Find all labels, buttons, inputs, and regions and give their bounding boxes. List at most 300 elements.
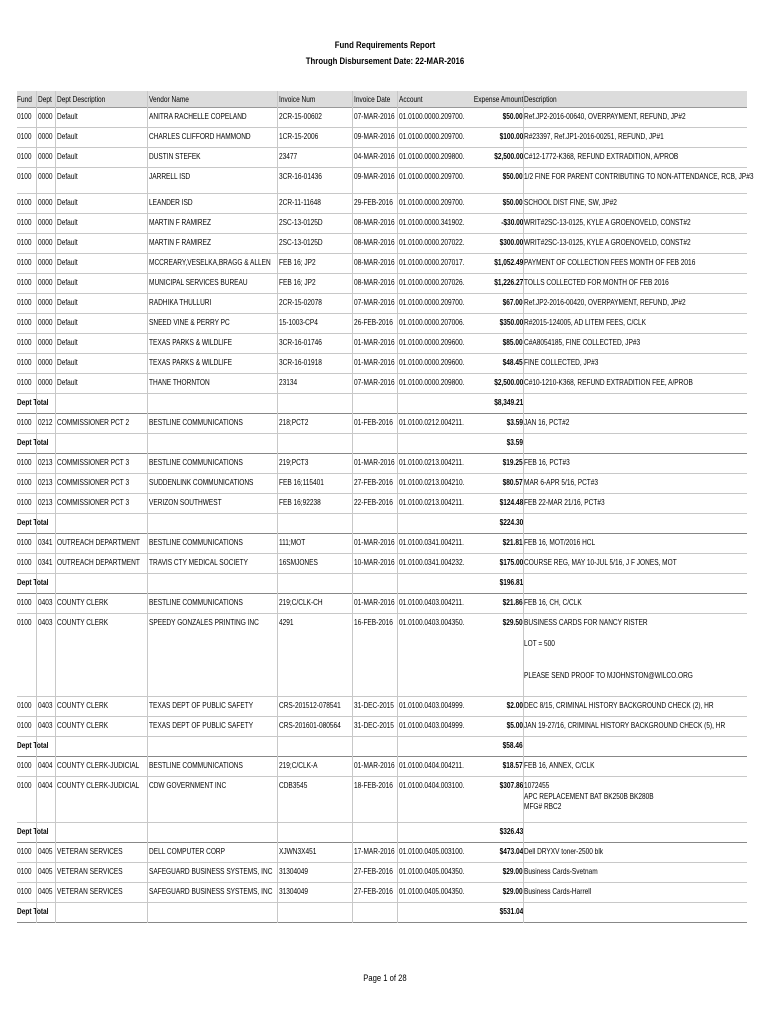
cell-invoice-num: 219;C/CLK-CH [279,597,323,607]
description-line: Dell DRYXV toner-2500 blk [524,846,604,856]
cell-dept-description: COUNTY CLERK [57,597,109,607]
cell-expense-amount: $307.86 [499,780,523,790]
cell-account: 01.0100.0000.209800. [399,377,465,387]
cell-invoice-date: 09-MAR-2016 [354,131,395,141]
cell-invoice-num: 2CR-11-11648 [279,197,321,207]
cell-account: 01.0100.0000.209700. [399,297,465,307]
cell-invoice-num: 4291 [279,617,294,627]
description-line: 1072455 [524,780,550,790]
cell-account: 01.0100.0000.209600. [399,337,465,347]
cell-description [524,377,693,388]
cell-invoice-date: 27-FEB-2016 [354,886,393,896]
column-divider [277,91,278,923]
cell-dept: 0403 [38,617,53,627]
table-row [17,554,747,574]
cell-expense-amount: $350.00 [499,317,523,327]
table-row [17,194,747,214]
cell-vendor-name: TEXAS PARKS & WILDLIFE [149,337,233,347]
column-divider [55,91,56,923]
cell-vendor-name: SAFEGUARD BUSINESS SYSTEMS, INC [149,866,273,876]
table-row [17,717,747,737]
dept-total-row [17,823,747,843]
table-body [17,108,754,923]
cell-invoice-num: 2CR-15-00602 [279,111,322,121]
cell-fund: 0100 [17,597,32,607]
cell-invoice-date: 07-MAR-2016 [354,377,395,387]
cell-description [524,457,570,468]
cell-dept-description: Default [57,111,78,121]
table-row [17,697,747,717]
cell-fund: 0100 [17,846,32,856]
column-divider [352,91,353,923]
cell-expense-amount: $19.25 [503,457,523,467]
cell-vendor-name: SUDDENLINK COMMUNICATIONS [149,477,254,487]
cell-fund: 0100 [17,780,32,790]
cell-description [524,131,664,142]
table-row [17,614,747,697]
cell-dept-description: Default [57,317,78,327]
description-extra-line: MFG# RBC2 [524,801,562,811]
cell-expense-amount: $80.57 [503,477,523,487]
cell-dept: 0341 [38,557,53,567]
cell-vendor-name: TEXAS DEPT OF PUBLIC SAFETY [149,700,254,710]
description-line: 1/2 FINE FOR PARENT CONTRIBUTING TO NON-ATTENDANCE, RCB, JP#3 [524,171,754,181]
description-line: C#12-1772-K368, REFUND EXTRADITION, A/PROB [524,151,679,161]
cell-vendor-name: RADHIKA THULLURI [149,297,212,307]
cell-description [524,597,582,608]
cell-fund: 0100 [17,111,32,121]
cell-expense-amount: $21.86 [503,597,523,607]
cell-dept: 0000 [38,111,53,121]
cell-invoice-date: 01-FEB-2016 [354,417,393,427]
cell-dept-description: Default [57,337,78,347]
cell-invoice-num: CRS-201512-078541 [279,700,341,710]
cell-description [524,237,691,248]
description-line: C#A8054185, FINE COLLECTED, JP#3 [524,337,641,347]
dept-total-amount: $196.81 [499,577,523,587]
cell-account: 01.0100.0000.207026. [399,277,465,287]
table-row [17,108,747,128]
cell-description [524,477,598,488]
description-line: FEB 16, CH, C/CLK [524,597,582,607]
cell-invoice-num: FEB 16; JP2 [279,257,316,267]
cell-account: 01.0100.0403.004350. [399,617,465,627]
dept-total-label: Dept Total [17,517,49,527]
cell-expense-amount: $2,500.00 [493,151,523,161]
table-row [17,214,747,234]
description-extra-line [524,649,693,660]
cell-expense-amount: $29.50 [503,617,523,627]
cell-invoice-date: 01-MAR-2016 [354,537,395,547]
cell-dept-description: VETERAN SERVICES [57,866,123,876]
cell-expense-amount: $50.00 [503,197,523,207]
description-line: FEB 16, PCT#3 [524,457,570,467]
description-line: PAYMENT OF COLLECTION FEES MONTH OF FEB 2016 [524,257,696,267]
cell-description [524,720,725,731]
cell-fund: 0100 [17,700,32,710]
cell-invoice-num: FEB 16; JP2 [279,277,316,287]
report-table [17,91,754,923]
cell-description [524,197,617,208]
table-row [17,294,747,314]
dept-total-label: Dept Total [17,397,49,407]
cell-invoice-date: 08-MAR-2016 [354,237,395,247]
cell-dept: 0403 [38,720,53,730]
cell-invoice-date: 10-MAR-2016 [354,557,395,567]
cell-invoice-date: 17-MAR-2016 [354,846,395,856]
cell-dept: 0000 [38,277,53,287]
cell-vendor-name: CDW GOVERNMENT INC [149,780,227,790]
description-line: Ref.JP2-2016-00640, OVERPAYMENT, REFUND, JP#2 [524,111,686,121]
cell-invoice-date: 01-MAR-2016 [354,337,395,347]
column-divider [147,91,148,923]
cell-dept: 0405 [38,846,53,856]
cell-invoice-num: 23134 [279,377,298,387]
cell-dept: 0403 [38,700,53,710]
cell-dept-description: OUTREACH DEPARTMENT [57,537,140,547]
dept-total-row [17,514,747,534]
table-row [17,234,747,254]
dept-total-label: Dept Total [17,437,49,447]
cell-dept: 0000 [38,297,53,307]
cell-fund: 0100 [17,557,32,567]
table-row [17,494,747,514]
description-extra-line [524,628,693,639]
table-row [17,168,754,194]
cell-description [524,317,646,328]
cell-invoice-num: 3CR-16-01918 [279,357,322,367]
cell-description [524,537,595,548]
dept-total-amount: $224.30 [499,517,523,527]
cell-dept: 0213 [38,477,53,487]
header-account: Account [399,94,423,104]
cell-invoice-num: 23477 [279,151,298,161]
header-expense-amount: Expense Amount [473,94,523,104]
cell-dept-description: COMMISSIONER PCT 3 [57,497,130,507]
cell-expense-amount: -$30.00 [500,217,523,227]
cell-description [524,151,678,162]
cell-dept: 0000 [38,171,53,181]
cell-vendor-name: MUNICIPAL SERVICES BUREAU [149,277,248,287]
cell-account: 01.0100.0403.004999. [399,700,465,710]
cell-fund: 0100 [17,171,32,181]
description-line: JAN 19-27/16, CRIMINAL HISTORY BACKGROUND CHECK (5), HR [524,720,726,730]
cell-fund: 0100 [17,497,32,507]
description-extra-line: LOT = 500 [524,638,555,648]
cell-expense-amount: $100.00 [499,131,523,141]
cell-expense-amount: $124.48 [499,497,523,507]
cell-dept: 0000 [38,131,53,141]
cell-description [524,337,640,348]
cell-fund: 0100 [17,720,32,730]
cell-dept-description: Default [57,237,78,247]
table-row [17,148,747,168]
table-row [17,374,747,394]
cell-invoice-num: 31304049 [279,886,309,896]
cell-dept: 0000 [38,357,53,367]
cell-invoice-date: 16-FEB-2016 [354,617,393,627]
description-line: FEB 22-MAR 21/16, PCT#3 [524,497,605,507]
cell-description [524,617,693,680]
cell-vendor-name: TRAVIS CTY MEDICAL SOCIETY [149,557,248,567]
cell-fund: 0100 [17,197,32,207]
cell-vendor-name: VERIZON SOUTHWEST [149,497,222,507]
cell-account: 01.0100.0000.341902. [399,217,465,227]
cell-dept-description: Default [57,377,78,387]
cell-dept: 0405 [38,886,53,896]
cell-vendor-name: DUSTIN STEFEK [149,151,201,161]
cell-vendor-name: TEXAS PARKS & WILDLIFE [149,357,233,367]
description-line: Ref.JP2-2016-00420, OVERPAYMENT, REFUND, JP#2 [524,297,686,307]
cell-dept-description: COUNTY CLERK [57,617,109,627]
table-row [17,474,747,494]
cell-dept: 0212 [38,417,53,427]
cell-invoice-date: 01-MAR-2016 [354,457,395,467]
dept-total-label: Dept Total [17,826,49,836]
dept-total-amount: $326.43 [499,826,523,836]
cell-dept-description: Default [57,151,78,161]
cell-dept: 0213 [38,497,53,507]
cell-vendor-name: MCCREARY,VESELKA,BRAGG & ALLEN [149,257,271,267]
cell-description [524,866,598,877]
description-line: WRIT#2SC-13-0125, KYLE A GROENOVELD, CONST#2 [524,237,691,247]
cell-expense-amount: $21.81 [503,537,523,547]
cell-description [524,297,686,308]
cell-invoice-date: 31-DEC-2015 [354,720,394,730]
cell-invoice-num: CDB3545 [279,780,308,790]
description-extra-line [524,659,693,670]
cell-invoice-num: CRS-201601-080564 [279,720,341,730]
cell-dept: 0341 [38,537,53,547]
cell-account: 01.0100.0341.004211. [399,537,464,547]
cell-dept-description: VETERAN SERVICES [57,886,123,896]
table-row [17,757,747,777]
table-row [17,863,747,883]
cell-vendor-name: DELL COMPUTER CORP [149,846,225,856]
description-line: TOLLS COLLECTED FOR MONTH OF FEB 2016 [524,277,669,287]
cell-invoice-num: 2CR-15-02078 [279,297,322,307]
cell-dept-description: Default [57,277,78,287]
cell-dept-description: COUNTY CLERK [57,720,109,730]
cell-invoice-num: 15-1003-CP4 [279,317,318,327]
cell-account: 01.0100.0000.209700. [399,171,465,181]
cell-dept-description: Default [57,131,78,141]
cell-fund: 0100 [17,760,32,770]
cell-vendor-name: TEXAS DEPT OF PUBLIC SAFETY [149,720,254,730]
cell-expense-amount: $50.00 [503,171,523,181]
cell-expense-amount: $2,500.00 [493,377,523,387]
header-description: Description [524,94,557,104]
cell-expense-amount: $5.00 [506,720,523,730]
table-row [17,594,747,614]
cell-description [524,557,677,568]
table-row [17,128,747,148]
cell-fund: 0100 [17,237,32,247]
cell-expense-amount: $1,226.27 [493,277,523,287]
table-row [17,534,747,554]
cell-invoice-date: 27-FEB-2016 [354,866,393,876]
header-fund: Fund [17,94,32,104]
cell-invoice-date: 01-MAR-2016 [354,597,395,607]
cell-vendor-name: JARRELL ISD [149,171,191,181]
description-line: MAR 6-APR 5/16, PCT#3 [524,477,599,487]
table-header [17,91,747,108]
dept-total-row [17,903,747,923]
cell-vendor-name: SPEEDY GONZALES PRINTING INC [149,617,259,627]
table-row [17,274,747,294]
cell-fund: 0100 [17,257,32,267]
header-vendor-name: Vendor Name [149,94,189,104]
cell-fund: 0100 [17,537,32,547]
cell-fund: 0100 [17,337,32,347]
cell-description [524,417,569,428]
cell-expense-amount: $29.00 [503,886,523,896]
dept-total-label: Dept Total [17,740,49,750]
cell-invoice-num: FEB 16;115401 [279,477,324,487]
table-row [17,454,747,474]
dept-total-label: Dept Total [17,577,49,587]
description-line: FINE COLLECTED, JP#3 [524,357,599,367]
cell-vendor-name: SAFEGUARD BUSINESS SYSTEMS, INC [149,886,273,896]
cell-dept-description: Default [57,171,78,181]
cell-expense-amount: $85.00 [503,337,523,347]
cell-expense-amount: $67.00 [503,297,523,307]
dept-total-amount: $3.59 [506,437,523,447]
cell-description [524,171,754,182]
cell-expense-amount: $175.00 [499,557,523,567]
cell-description [524,497,605,508]
cell-fund: 0100 [17,477,32,487]
report-title: Fund Requirements Report [334,40,436,51]
cell-fund: 0100 [17,886,32,896]
cell-invoice-num: 16SMJONES [279,557,318,567]
cell-account: 01.0100.0000.209700. [399,111,465,121]
cell-dept: 0000 [38,217,53,227]
cell-invoice-date: 29-FEB-2016 [354,197,393,207]
cell-invoice-date: 26-FEB-2016 [354,317,393,327]
cell-account: 01.0100.0213.004211. [399,457,464,467]
dept-total-row [17,574,747,594]
description-line: WRIT#2SC-13-0125, KYLE A GROENOVELD, CONST#2 [524,217,691,227]
description-line: SCHOOL DIST FINE, SW, JP#2 [524,197,617,207]
cell-dept-description: COUNTY CLERK-JUDICIAL [57,780,140,790]
cell-invoice-date: 31-DEC-2015 [354,700,394,710]
dept-total-amount: $58.46 [503,740,523,750]
cell-account: 01.0100.0405.004350. [399,886,465,896]
table-row [17,414,747,434]
dept-total-amount: $531.04 [499,906,523,916]
cell-fund: 0100 [17,277,32,287]
cell-fund: 0100 [17,357,32,367]
column-divider [36,91,37,923]
cell-vendor-name: BESTLINE COMMUNICATIONS [149,457,243,467]
cell-fund: 0100 [17,457,32,467]
cell-fund: 0100 [17,151,32,161]
table-row [17,777,747,823]
cell-fund: 0100 [17,377,32,387]
cell-account: 01.0100.0000.207022. [399,237,465,247]
cell-dept: 0000 [38,377,53,387]
cell-fund: 0100 [17,317,32,327]
cell-vendor-name: CHARLES CLIFFORD HAMMOND [149,131,251,141]
cell-invoice-num: 3CR-16-01746 [279,337,322,347]
cell-account: 01.0100.0403.004211. [399,597,464,607]
cell-account: 01.0100.0212.004211. [399,417,464,427]
cell-dept: 0000 [38,337,53,347]
cell-account: 01.0100.0000.209700. [399,131,465,141]
cell-invoice-date: 07-MAR-2016 [354,111,395,121]
cell-description [524,886,591,897]
cell-description [524,780,654,812]
cell-dept-description: Default [57,197,78,207]
cell-vendor-name: MARTIN F RAMIREZ [149,217,211,227]
cell-invoice-num: 3CR-16-01436 [279,171,322,181]
description-line: C#10-1210-K368, REFUND EXTRADITION FEE, A/PROB [524,377,693,387]
page-number: Page 1 of 28 [363,973,407,983]
cell-description [524,760,594,771]
cell-dept: 0404 [38,760,53,770]
cell-vendor-name: THANE THORNTON [149,377,210,387]
cell-expense-amount: $48.45 [503,357,523,367]
cell-dept: 0000 [38,317,53,327]
cell-description [524,277,669,288]
cell-dept-description: OUTREACH DEPARTMENT [57,557,140,567]
cell-invoice-num: 218;PCT2 [279,417,309,427]
header-invoice-date: Invoice Date [354,94,391,104]
cell-dept: 0405 [38,866,53,876]
cell-dept-description: COMMISSIONER PCT 2 [57,417,130,427]
cell-account: 01.0100.0000.207017. [399,257,465,267]
cell-invoice-num: 2SC-13-0125D [279,217,323,227]
cell-vendor-name: LEANDER ISD [149,197,193,207]
cell-fund: 0100 [17,617,32,627]
cell-vendor-name: BESTLINE COMMUNICATIONS [149,597,243,607]
cell-expense-amount: $50.00 [503,111,523,121]
cell-account: 01.0100.0000.207006. [399,317,465,327]
cell-invoice-num: 31304049 [279,866,309,876]
cell-vendor-name: ANITRA RACHELLE COPELAND [149,111,247,121]
cell-expense-amount: $3.59 [506,417,523,427]
cell-dept: 0404 [38,780,53,790]
cell-description [524,846,603,857]
description-line: JAN 16, PCT#2 [524,417,570,427]
column-divider [523,91,524,923]
cell-description [524,111,686,122]
cell-invoice-date: 07-MAR-2016 [354,297,395,307]
cell-invoice-num: 2SC-13-0125D [279,237,323,247]
cell-invoice-date: 04-MAR-2016 [354,151,395,161]
cell-vendor-name: SNEED VINE & PERRY PC [149,317,230,327]
cell-dept: 0000 [38,237,53,247]
cell-invoice-num: XJWN3X451 [279,846,317,856]
dept-total-amount: $8,349.21 [493,397,523,407]
cell-dept-description: COUNTY CLERK-JUDICIAL [57,760,140,770]
cell-vendor-name: MARTIN F RAMIREZ [149,237,211,247]
cell-vendor-name: BESTLINE COMMUNICATIONS [149,417,243,427]
cell-description [524,217,691,228]
description-extra-line: PLEASE SEND PROOF TO MJOHNSTON@WILCO.ORG [524,669,693,680]
cell-invoice-num: 1CR-15-2006 [279,131,319,141]
cell-dept: 0403 [38,597,53,607]
description-line: Business Cards-Svetnam [524,866,598,876]
cell-description [524,357,598,368]
cell-dept: 0000 [38,197,53,207]
cell-fund: 0100 [17,297,32,307]
header-dept-description: Dept Description [57,94,106,104]
cell-account: 01.0100.0404.003100. [399,780,465,790]
cell-invoice-date: 01-MAR-2016 [354,357,395,367]
cell-dept-description: COMMISSIONER PCT 3 [57,477,130,487]
